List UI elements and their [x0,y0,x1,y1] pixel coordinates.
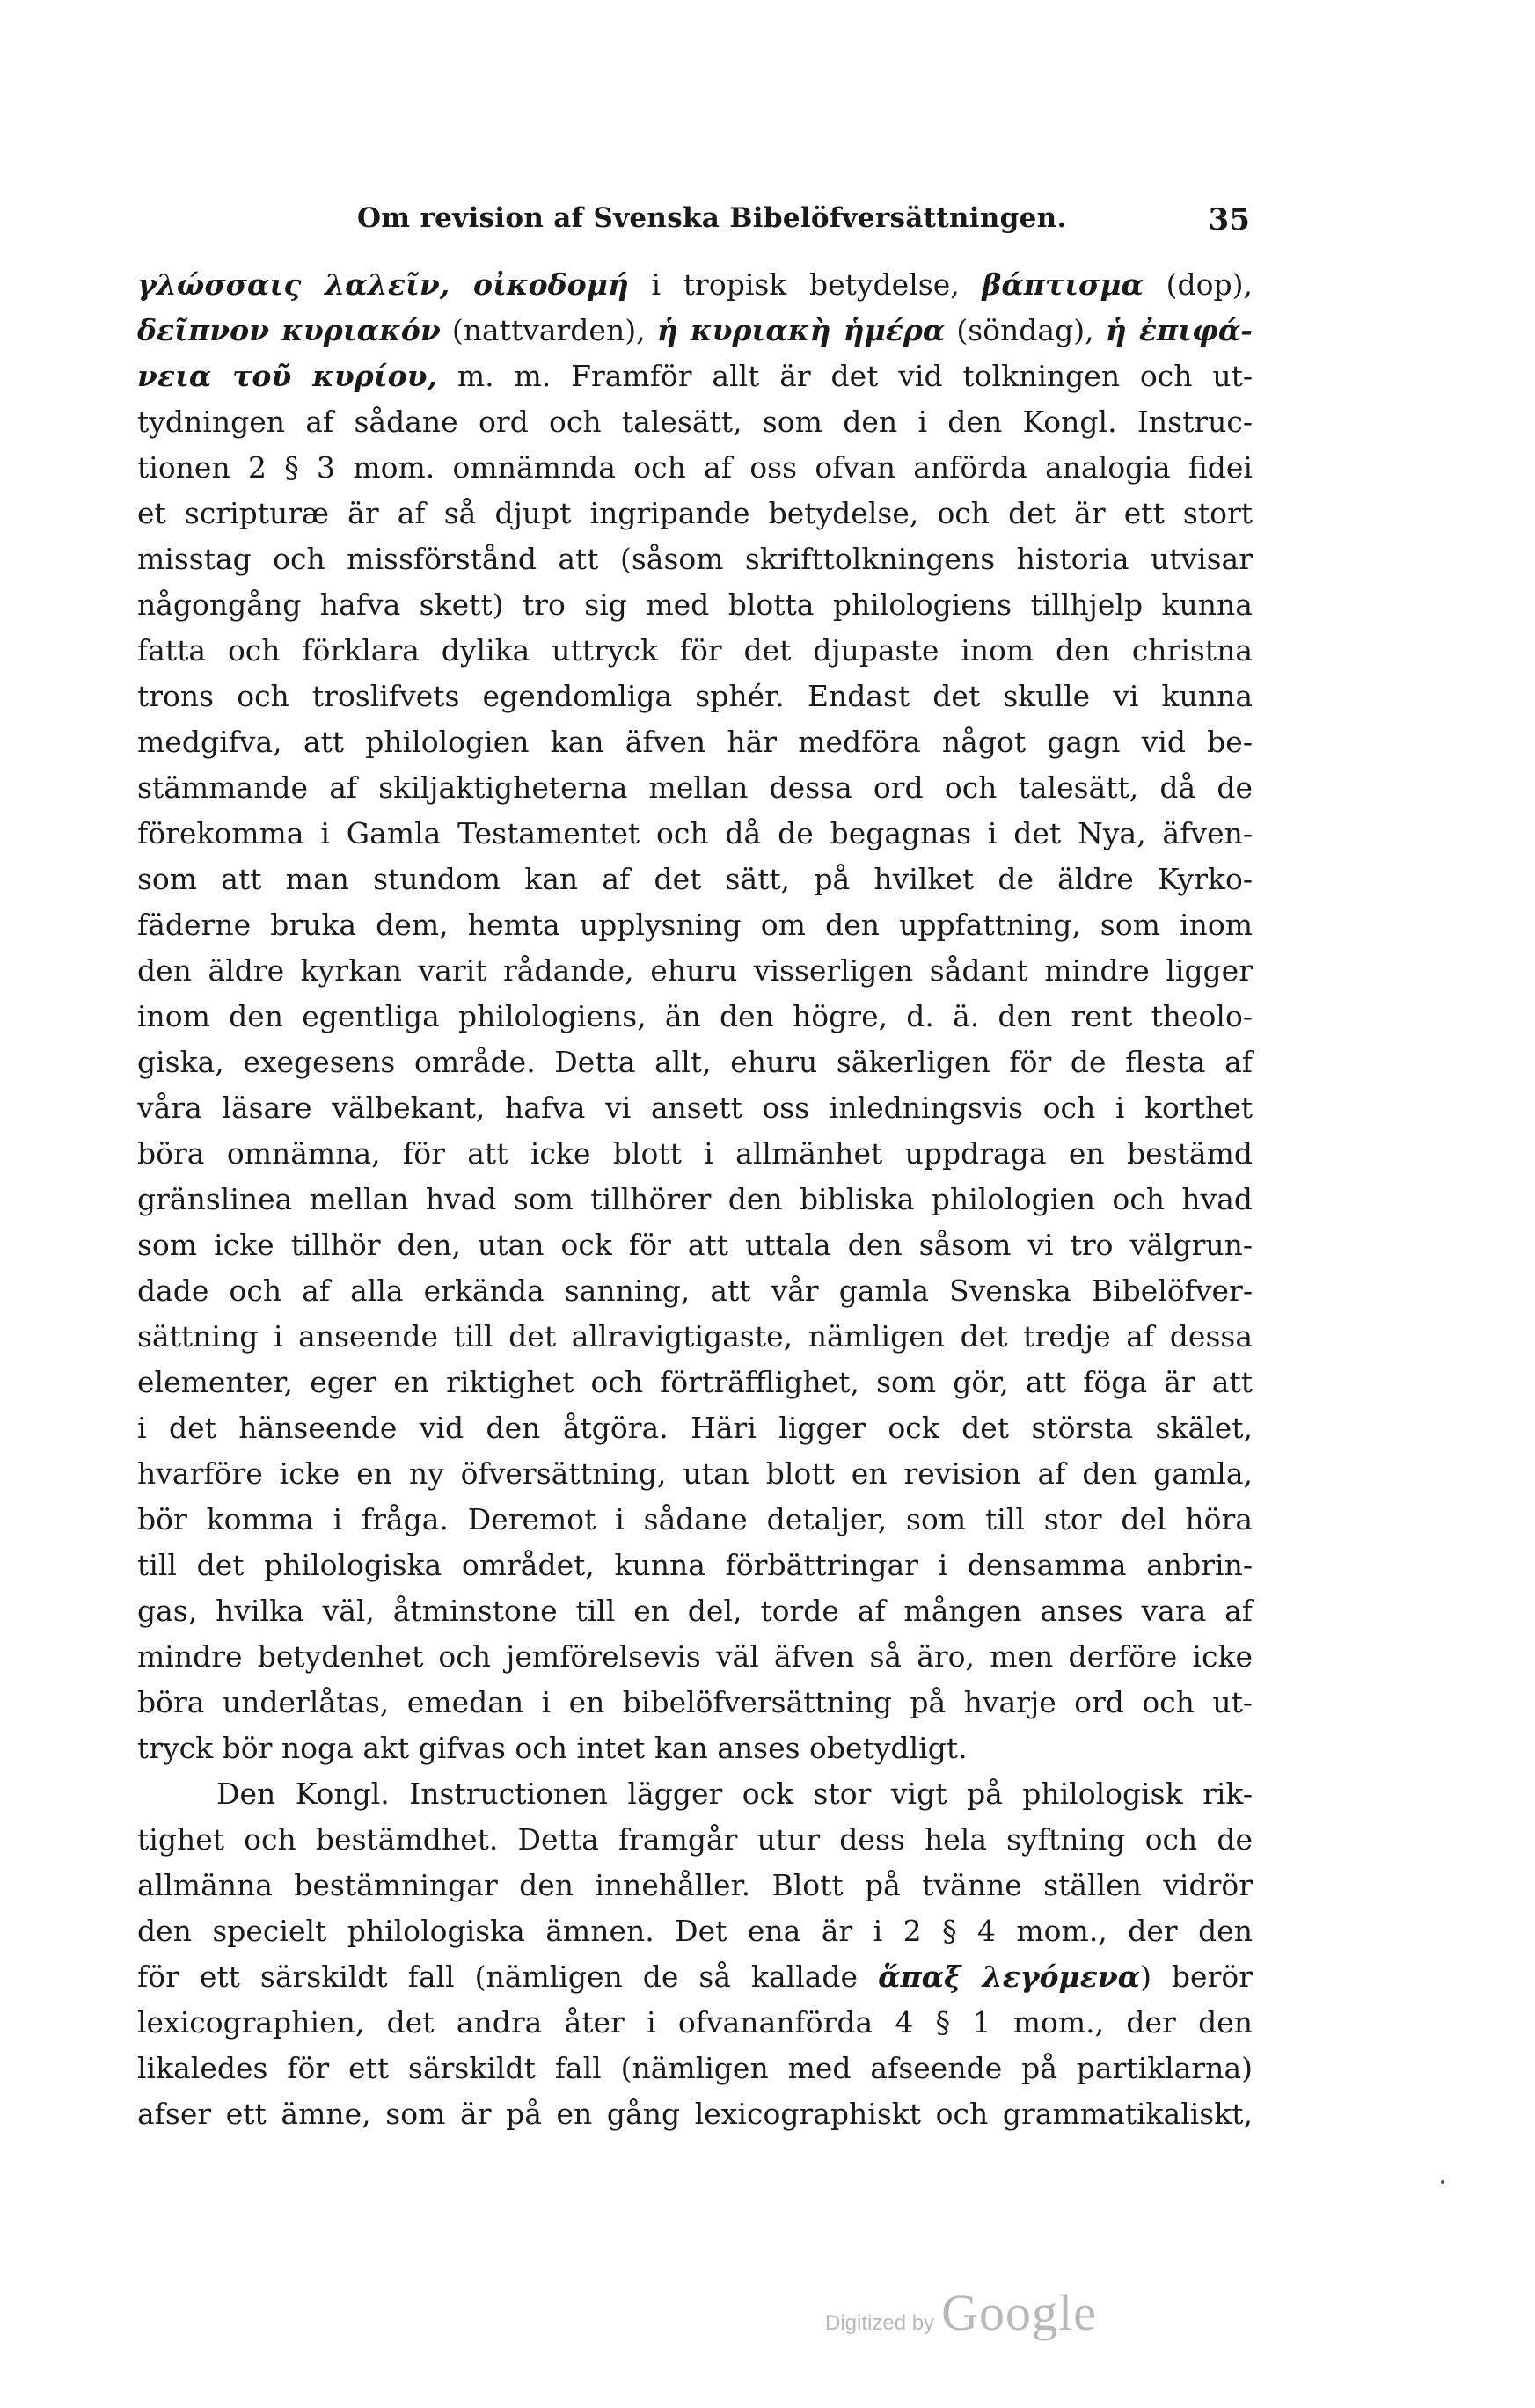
text-run: hvarföre icke en ny öfversättning, utan blott en revision af den gamla, [137,1456,1253,1491]
text-run: den specielt philologiska ämnen. Det ena är i 2 § 4 mom., der den [137,1914,1253,1948]
text-line [137,2046,1253,2091]
text-line [137,1040,1253,1085]
text-run: et scripturæ är af så djupt ingripande betydelse, och det är ett stort [137,496,1253,530]
text-run: misstag och missförstånd att (såsom skrifttolkningens historia utvisar [137,542,1253,576]
watermark-brand: Google [941,2284,1097,2341]
text-line [137,354,1253,399]
text-line [137,1268,1253,1314]
text-line [137,262,1253,308]
text-run: inom den egentliga philologiens, än den högre, d. ä. den rent theolo- [137,999,1253,1033]
text-line [137,994,1253,1040]
text-run: som icke tillhör den, utan ock för att uttala den såsom vi tro välgrun- [137,1228,1253,1262]
text-run: trons och troslifvets egendomliga sphér. Endast det skulle vi kunna [137,679,1253,713]
page-number: 35 [1208,202,1250,237]
text-line [137,857,1253,902]
text-run: elementer, eger en riktighet och förträfflighet, som gör, att föga är att [137,1365,1253,1399]
text-run: ) berör [1140,1959,1253,1994]
text-line [137,1908,1253,1954]
text-run: bör komma i fråga. Deremot i sådane detaljer, som till stor del höra [137,1502,1253,1536]
greek-phrase: ἡ κυριακὴ ἡμέρα [656,313,946,347]
text-line [137,1543,1253,1588]
text-run: sättning i anseende till det allravigtigaste, nämligen det tredje af dessa [137,1319,1253,1354]
text-run: den äldre kyrkan varit rådande, ehuru visserligen sådant mindre ligger [137,953,1253,988]
greek-phrase: δεῖπνον κυριακόν [137,313,441,347]
text-line [137,1497,1253,1543]
text-line [137,2091,1253,2137]
text-line [137,811,1253,857]
running-head: Om revision af Svenska Bibelöfversättningen. [357,202,1067,234]
text-run: gränslinea mellan hvad som tillhörer den bibliska philologien och hvad [137,1182,1253,1216]
text-line [137,1954,1253,2000]
text-run: Den Kongl. Instructionen lägger ock stor vigt på philologisk rik- [216,1777,1253,1811]
text-line [137,582,1253,628]
text-run: som att man stundom kan af det sätt, på hvilket de äldre Kyrko- [137,862,1253,896]
text-line [137,1771,1253,1817]
text-run: fatta och förklara dylika uttryck för det djupaste inom den christna [137,633,1253,668]
text-run: tighet och bestämdhet. Detta framgår utur dess hela syftning och de [137,1822,1253,1857]
text-run: gas, hvilka väl, åtminstone till en del, torde af mången anses vara af [137,1594,1253,1628]
text-run: tionen 2 § 3 mom. omnämnda och af oss ofvan anförda analogia fidei [137,450,1253,485]
greek-phrase: γλώσσαις λαλεῖν, οἰκοδομή [137,267,629,302]
text-run: fäderne bruka dem, hemta upplysning om den uppfattning, som inom [137,908,1253,942]
text-line [137,445,1253,491]
text-line [137,719,1253,765]
text-run: tydningen af sådane ord och talesätt, som den i den Kongl. Instruc- [137,405,1253,439]
text-run: likaledes för ett särskildt fall (nämligen med afseende på partiklarna) [137,2051,1253,2085]
text-line [137,1085,1253,1131]
page-header [137,202,1250,246]
text-run: i det hänseende vid den åtgöra. Häri ligger ock det största skälet, [137,1411,1253,1445]
text-run: allmänna bestämningar den innehåller. Blott på tvänne ställen vidrör [137,1868,1253,1902]
text-line [137,1817,1253,1863]
watermark-digitized-label: Digitized by [825,2311,935,2335]
text-line [137,948,1253,994]
text-line [137,1131,1253,1177]
text-run: mindre betydenhet och jemförelsevis väl äfven så äro, men derföre icke [137,1639,1253,1674]
text-line [137,1588,1253,1634]
greek-phrase: ἅπαξ λεγόμενα [878,1959,1141,1994]
text-line [137,1360,1253,1405]
text-line [137,536,1253,582]
ink-speck [1441,2180,1444,2184]
text-line [137,674,1253,719]
text-body [137,262,1253,2137]
text-line [137,628,1253,674]
text-run: för ett särskildt fall (nämligen de så kallade [137,1959,879,1994]
text-line [137,491,1253,536]
text-run: förekomma i Gamla Testamentet och då de begagnas i det Nya, äfven- [137,816,1253,850]
text-run: till det philologiska området, kunna förbättringar i densamma anbrin- [137,1548,1253,1582]
text-run: afser ett ämne, som är på en gång lexicographiskt och grammatikaliskt, [137,2097,1253,2131]
text-line [137,1451,1253,1497]
text-line [137,902,1253,948]
text-run: (nattvarden), [440,313,657,347]
text-run: dade och af alla erkända sanning, att vår gamla Svenska Bibelöfver- [137,1273,1253,1308]
text-run: våra läsare välbekant, hafva vi ansett oss inledningsvis och i korthet [137,1091,1253,1125]
text-run: medgifva, att philologien kan äfven här medföra något gagn vid be- [137,725,1253,759]
text-run: (söndag), [945,313,1106,347]
text-line [137,1222,1253,1268]
text-run: giska, exegesens område. Detta allt, ehuru säkerligen för de flesta af [137,1045,1253,1079]
text-run: någongång hafva skett) tro sig med blotta philologiens tillhjelp kunna [137,587,1253,622]
text-run: böra underlåtas, emedan i en bibelöfversättning på hvarje ord och ut- [137,1685,1253,1719]
text-run: i tropisk betydelse, [628,267,983,302]
text-line [137,308,1253,354]
text-line [137,1863,1253,1908]
text-run: stämmande af skiljaktigheterna mellan dessa ord och talesätt, då de [137,770,1253,805]
text-line [137,765,1253,811]
text-run: lexicographien, det andra åter i ofvananförda 4 § 1 mom., der den [137,2005,1253,2040]
greek-phrase: ἡ ἐπιφά- [1105,313,1254,347]
greek-phrase: βάπτισμα [982,267,1144,302]
text-line [137,1634,1253,1680]
text-line [137,2000,1253,2046]
text-line [137,1314,1253,1360]
text-line [137,1726,1253,1771]
text-line [137,399,1253,445]
text-line [137,1680,1253,1726]
text-line [137,1177,1253,1222]
digitization-watermark [825,2283,1097,2342]
text-run: böra omnämna, för att icke blott i allmänhet uppdraga en bestämd [137,1136,1253,1171]
text-line [137,1405,1253,1451]
greek-phrase: νεια τοῦ κυρίου, [137,359,438,393]
text-run: m. m. Framför allt är det vid tolkningen och ut- [437,359,1253,393]
text-run: (dop), [1143,267,1253,302]
text-run: tryck bör noga akt gifvas och intet kan anses obetydligt. [137,1731,968,1765]
